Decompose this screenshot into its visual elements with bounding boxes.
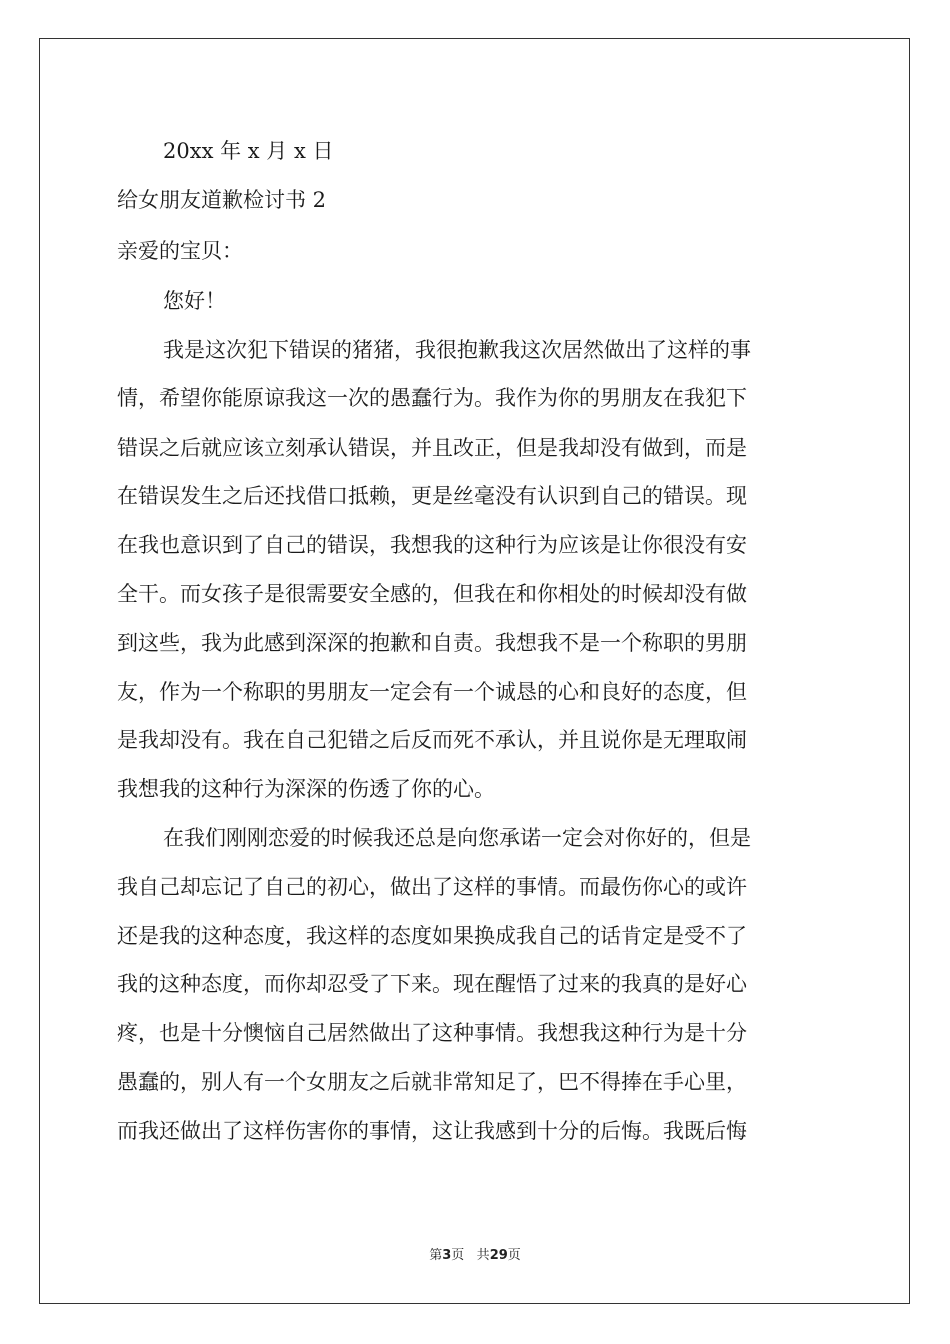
- paragraph-line: 疼，也是十分懊恼自己居然做出了这种事情。我想我这种行为是十分: [117, 1021, 747, 1045]
- total-suffix: 页: [507, 1248, 521, 1263]
- salutation: 亲爱的宝贝：: [117, 239, 243, 263]
- paragraph-line: 愚蠢的，别人有一个女朋友之后就非常知足了，巴不得捧在手心里，: [117, 1070, 747, 1094]
- paragraph-line: 是我却没有。我在自己犯错之后反而死不承认，并且说你是无理取闹: [117, 728, 747, 752]
- paragraph-line: 全干。而女孩子是很需要安全感的，但我在和你相处的时候却没有做: [117, 582, 747, 606]
- paragraph-line: 而我还做出了这样伤害你的事情，这让我感到十分的后悔。我既后悔: [117, 1119, 747, 1143]
- page-footer: [0, 1247, 950, 1265]
- paragraph-line: 还是我的这种态度，我这样的态度如果换成我自己的话肯定是受不了: [117, 924, 747, 948]
- paragraph-line: 到这些，我为此感到深深的抱歉和自责。我想我不是一个称职的男朋: [117, 631, 747, 655]
- paragraph-line: 我的这种态度，而你却忍受了下来。现在醒悟了过来的我真的是好心: [117, 972, 747, 996]
- page-suffix: 页: [451, 1248, 465, 1263]
- total-prefix: 共: [476, 1248, 490, 1263]
- paragraph-line: 友，作为一个称职的男朋友一定会有一个诚恳的心和良好的态度，但: [117, 680, 747, 704]
- paragraph-line: 在我们刚刚恋爱的时候我还总是向您承诺一定会对你好的，但是: [163, 826, 751, 850]
- page-border: [39, 38, 910, 1304]
- total-pages: 29: [489, 1248, 508, 1263]
- paragraph-line: 我自己却忘记了自己的初心，做出了这样的事情。而最伤你心的或许: [117, 875, 747, 899]
- greeting: 您好！: [163, 289, 226, 313]
- paragraph-line: 在错误发生之后还找借口抵赖，更是丝毫没有认识到自己的错误。现: [117, 484, 747, 508]
- paragraph-line: 在我也意识到了自己的错误，我想我的这种行为应该是让你很没有安: [117, 533, 747, 557]
- paragraph-line: 我想我的这种行为深深的伤透了你的心。: [117, 777, 495, 801]
- page-number: 3: [442, 1248, 452, 1263]
- document-date: 20xx 年 x 月 x 日: [163, 139, 334, 163]
- paragraph-line: 我是这次犯下错误的猪猪，我很抱歉我这次居然做出了这样的事: [163, 338, 751, 362]
- paragraph-line: 错误之后就应该立刻承认错误，并且改正，但是我却没有做到，而是: [117, 436, 747, 460]
- page-prefix: 第: [429, 1248, 443, 1263]
- document-title: 给女朋友道歉检讨书 2: [117, 188, 327, 212]
- paragraph-line: 情，希望你能原谅我这一次的愚蠢行为。我作为你的男朋友在我犯下: [117, 386, 747, 410]
